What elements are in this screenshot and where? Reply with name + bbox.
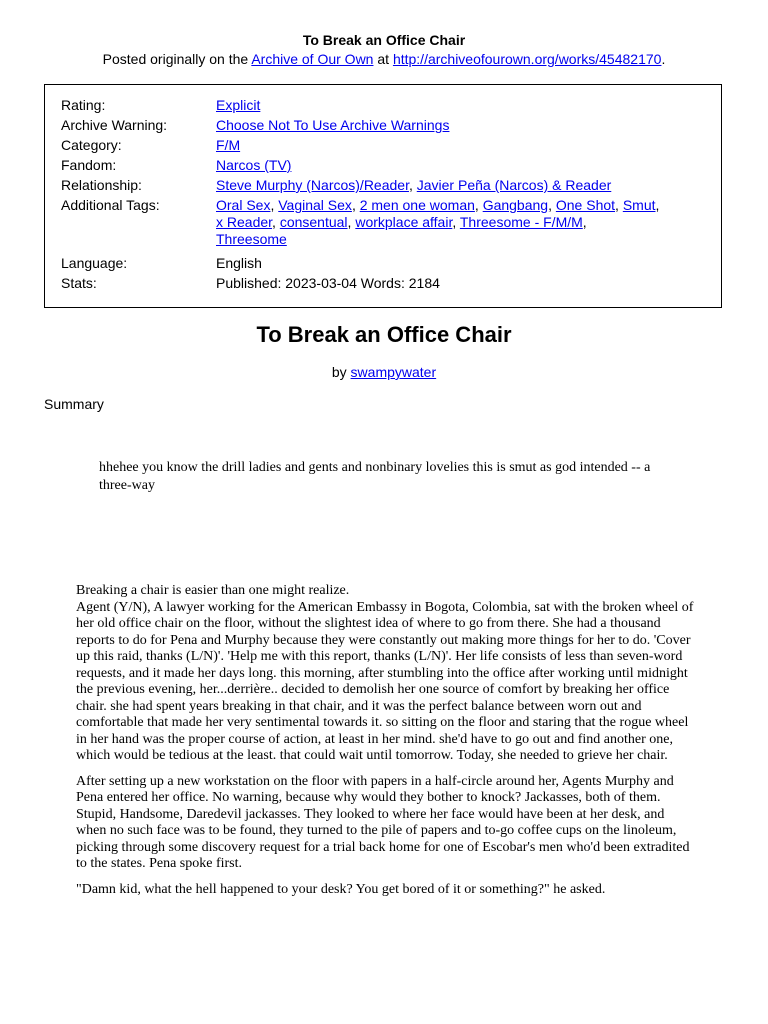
tags-list: Oral Sex, Vaginal Sex, 2 men one woman, Gangbang, One Shot, Smut, x Reader, consentual, workplace affair, Threesome - F/M/M, Threesome	[216, 197, 660, 247]
byline	[0, 364, 768, 381]
fandom-label: Fandom:	[61, 157, 117, 173]
language-label: Language:	[61, 255, 128, 271]
warning-link[interactable]: Choose Not To Use Archive Warnings	[216, 117, 450, 133]
warning-label: Archive Warning:	[61, 117, 168, 133]
summary-text: hhehee you know the drill ladies and gents and nonbinary lovelies this is smut as god intended -- a three-way	[99, 460, 651, 493]
work-title: To Break an Office Chair	[256, 322, 512, 347]
tag-link[interactable]: workplace affair	[355, 214, 453, 230]
story-paragraph: "Damn kid, what the hell happened to your desk? You get bored of it or something?" he asked.	[76, 881, 606, 897]
tag-link[interactable]: Threesome	[216, 231, 287, 247]
author-link[interactable]: swampywater	[350, 364, 437, 380]
relationship-link[interactable]: Steve Murphy (Narcos)/Reader	[216, 177, 409, 193]
tags-label: Additional Tags:	[61, 197, 160, 213]
tag-link[interactable]: x Reader	[216, 214, 273, 230]
document-title: To Break an Office Chair	[302, 32, 466, 48]
story-paragraph: After setting up a new workstation on the floor with papers in a half-circle around her, Agents Murphy and Pena entered her office. No warning, because why would they bother to knock? Jackasses, both of them. Stupid, Handsome, Daredevil jackasses. They looked to where her face would have been at her desk, and when no such face was to be found, they turned to the pile of papers and to-go coffee cups on the linoleum, picking through some discovery request for a trial back home for one of Escobar's men who'd been extradited to the states. Pena spoke first.	[76, 773, 690, 871]
stats-value: Published: 2023-03-04 Words: 2184	[216, 275, 440, 291]
tag-link[interactable]: Vaginal Sex	[278, 197, 352, 213]
posted-prefix: Posted originally on the	[102, 51, 252, 67]
posted-line	[0, 51, 768, 68]
summary-heading: Summary	[44, 396, 104, 412]
posted-suffix: .	[661, 51, 666, 67]
byline-prefix: by	[331, 364, 351, 380]
category-link[interactable]: F/M	[216, 137, 241, 153]
relationship-label: Relationship:	[61, 177, 142, 193]
story-paragraph: Agent (Y/N), A lawyer working for the American Embassy in Bogota, Colombia, sat with the broken wheel of her old office chair on the floor, without the slightest idea of where to go from there. She had a thousand reports to do for Pena and Murphy because they were constantly out making more things for her to do. 'Cover up this raid, thanks (L/N)'. 'Help me with this report, thanks (L/N)'. Her life consists of less than seven-word requests, and it made her days long. this morning, after stumbling into the office after working until midnight the previous evening, her...derrière.. decided to demolish her one source of comfort by breaking her office chair. she had spent years breaking in that chair, and it was the perfect balance between worn out and comfortable that made her very sentimental towards it. so sitting on the floor and staring that the rogue wheel in her hand was the proper course of action, at least in her mind. she'd have to go out and find another one, which would be tedious at the least. that could wait until tomorrow. Today, she needed to grieve her chair.	[76, 599, 694, 763]
tag-link[interactable]: Smut	[622, 197, 656, 213]
tag-link[interactable]: Threesome - F/M/M	[459, 214, 583, 230]
tag-link[interactable]: One Shot	[555, 197, 616, 213]
story-body	[76, 583, 696, 907]
work-url-link[interactable]: http://archiveofourown.org/works/45482170	[392, 51, 662, 67]
story-paragraph: Breaking a chair is easier than one might realize.	[76, 583, 350, 598]
archive-link[interactable]: Archive of Our Own	[251, 51, 374, 67]
tag-link[interactable]: Gangbang	[482, 197, 549, 213]
rating-link[interactable]: Explicit	[216, 97, 261, 113]
fandom-link[interactable]: Narcos (TV)	[216, 157, 292, 173]
posted-mid: at	[373, 51, 393, 67]
stats-label: Stats:	[61, 275, 97, 291]
language-value: English	[216, 255, 262, 271]
relationship-link[interactable]: Javier Peña (Narcos) & Reader	[416, 177, 612, 193]
tag-link[interactable]: Oral Sex	[216, 197, 271, 213]
tag-link[interactable]: 2 men one woman	[359, 197, 475, 213]
rating-label: Rating:	[61, 97, 106, 113]
metadata-box: Rating: Explicit Archive Warning: Choose Not To Use Archive Warnings Category: F/M Fandom: Narcos (TV) Relationship: Steve Murphy (Narcos)/Reader, Javier Peña (Narcos) & Reader Additional Tags: Oral Sex, Vaginal Sex, 2 men one woman, Gangbang, One Shot, Smut, x Reader, consentual, workplace affair, Threesome - F/M/M, Threesome Language: English Stats: Published: 2023-03-04 Words: 2184	[44, 84, 722, 308]
category-label: Category:	[61, 137, 122, 153]
tag-link[interactable]: consentual	[279, 214, 348, 230]
